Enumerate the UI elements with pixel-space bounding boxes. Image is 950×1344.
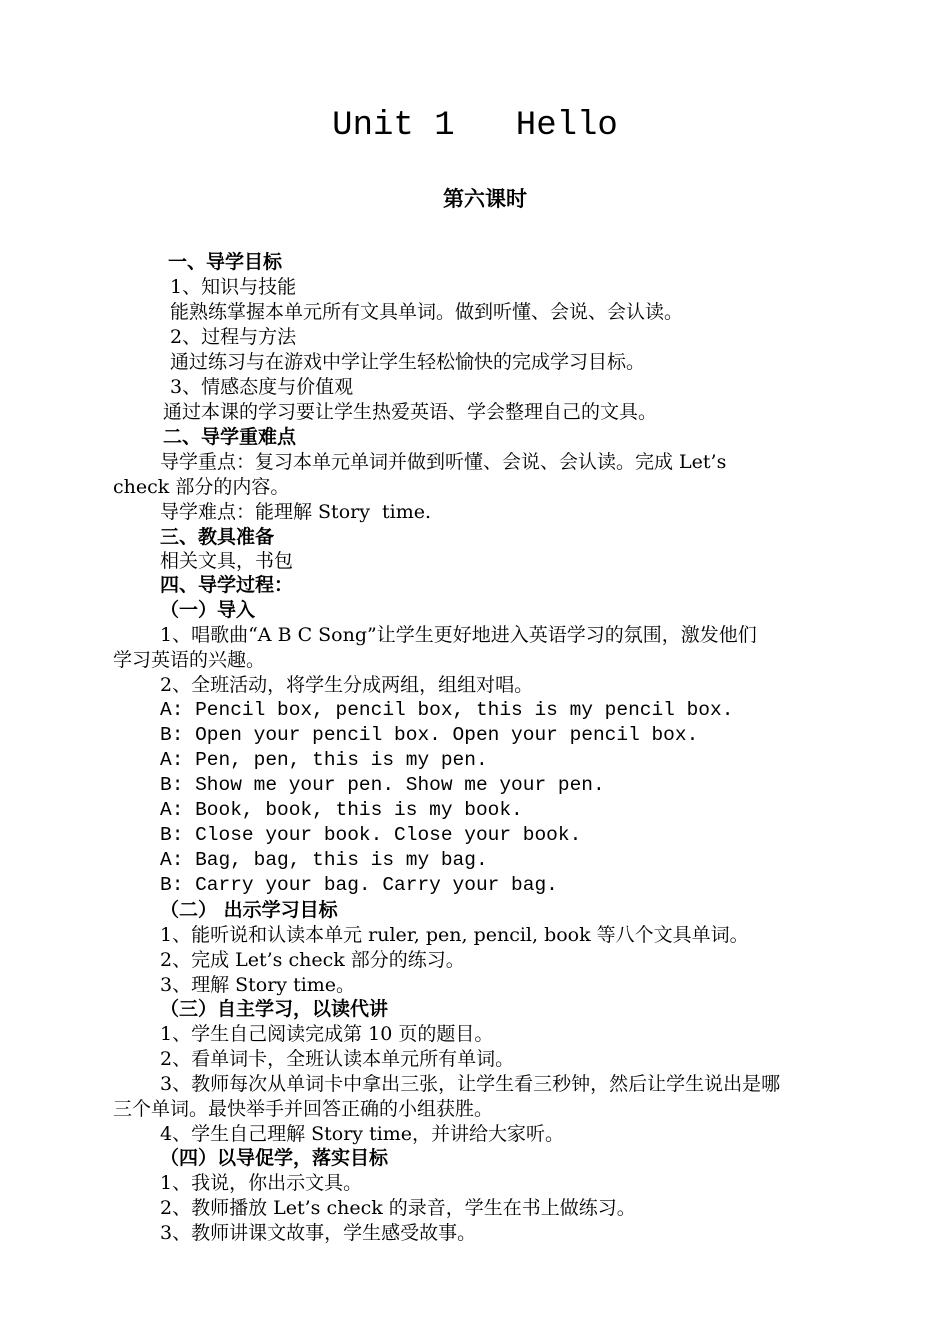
paragraph: 通过本课的学习要让学生热爱英语、学会整理自己的文具。 [163, 401, 658, 423]
subsection-heading: （一）导入 [160, 599, 256, 621]
document-title: Unit 1 Hello [332, 107, 618, 145]
paragraph: 2、全班活动，将学生分成两组，组组对唱。 [160, 674, 534, 696]
paragraph: 能熟练掌握本单元所有文具单词。做到听懂、会说、会认读。 [170, 301, 684, 323]
list-item: 1、知识与技能 [170, 276, 297, 298]
paragraph: 相关文具，书包 [160, 550, 294, 572]
paragraph: 1、唱歌曲“A B C Song”让学生更好地进入英语学习的氛围，激发他们 [160, 624, 757, 646]
section-heading: 四、导学过程： [160, 574, 294, 596]
section-heading: 二、导学重难点 [163, 426, 297, 448]
list-item: 2、过程与方法 [170, 326, 297, 348]
subsection-heading: （二） 出示学习目标 [160, 899, 338, 921]
paragraph: 学习英语的兴趣。 [113, 649, 266, 671]
subsection-heading: （四）以导促学，落实目标 [160, 1147, 389, 1169]
paragraph: check 部分的内容。 [113, 476, 290, 498]
dialogue-line: B: Open your pencil box. Open your pencil box. [160, 724, 699, 746]
paragraph: 1、我说，你出示文具。 [160, 1172, 363, 1194]
dialogue-line: A: Book, book, this is my book. [160, 799, 523, 821]
paragraph: 4、学生自己理解 Story time，并讲给大家听。 [160, 1123, 565, 1145]
paragraph: 导学难点：能理解 Story time. [160, 501, 432, 523]
paragraph: 3、理解 Story time。 [160, 974, 356, 996]
paragraph: 通过练习与在游戏中学让学生轻松愉快的完成学习目标。 [170, 351, 646, 373]
paragraph: 3、教师讲课文故事，学生感受故事。 [160, 1222, 477, 1244]
paragraph: 1、学生自己阅读完成第 10 页的题目。 [160, 1023, 494, 1045]
dialogue-line: B: Carry your bag. Carry your bag. [160, 874, 558, 896]
dialogue-line: B: Close your book. Close your book. [160, 824, 582, 846]
dialogue-line: B: Show me your pen. Show me your pen. [160, 774, 605, 796]
paragraph: 3、教师每次从单词卡中拿出三张，让学生看三秒钟，然后让学生说出是哪 [160, 1073, 781, 1095]
dialogue-line: A: Pencil box, pencil box, this is my pencil box. [160, 699, 734, 721]
subsection-heading: （三）自主学习，以读代讲 [160, 998, 389, 1020]
paragraph: 1、能听说和认读本单元 ruler, pen, pencil, book 等八个文具单词。 [160, 924, 749, 946]
dialogue-line: A: Pen, pen, this is my pen. [160, 749, 488, 771]
paragraph: 导学重点：复习本单元单词并做到听懂、会说、会认读。完成 Let’s [160, 451, 727, 473]
lesson-subtitle: 第六课时 [443, 187, 527, 211]
list-item: 3、情感态度与价值观 [170, 376, 354, 398]
paragraph: 2、教师播放 Let’s check 的录音，学生在书上做练习。 [160, 1197, 636, 1219]
section-heading: 一、导学目标 [168, 251, 283, 273]
paragraph: 2、完成 Let’s check 部分的练习。 [160, 949, 465, 971]
paragraph: 2、看单词卡，全班认读本单元所有单词。 [160, 1048, 515, 1070]
dialogue-line: A: Bag, bag, this is my bag. [160, 849, 488, 871]
paragraph: 三个单词。最快举手并回答正确的小组获胜。 [113, 1098, 494, 1120]
section-heading: 三、教具准备 [160, 526, 275, 548]
